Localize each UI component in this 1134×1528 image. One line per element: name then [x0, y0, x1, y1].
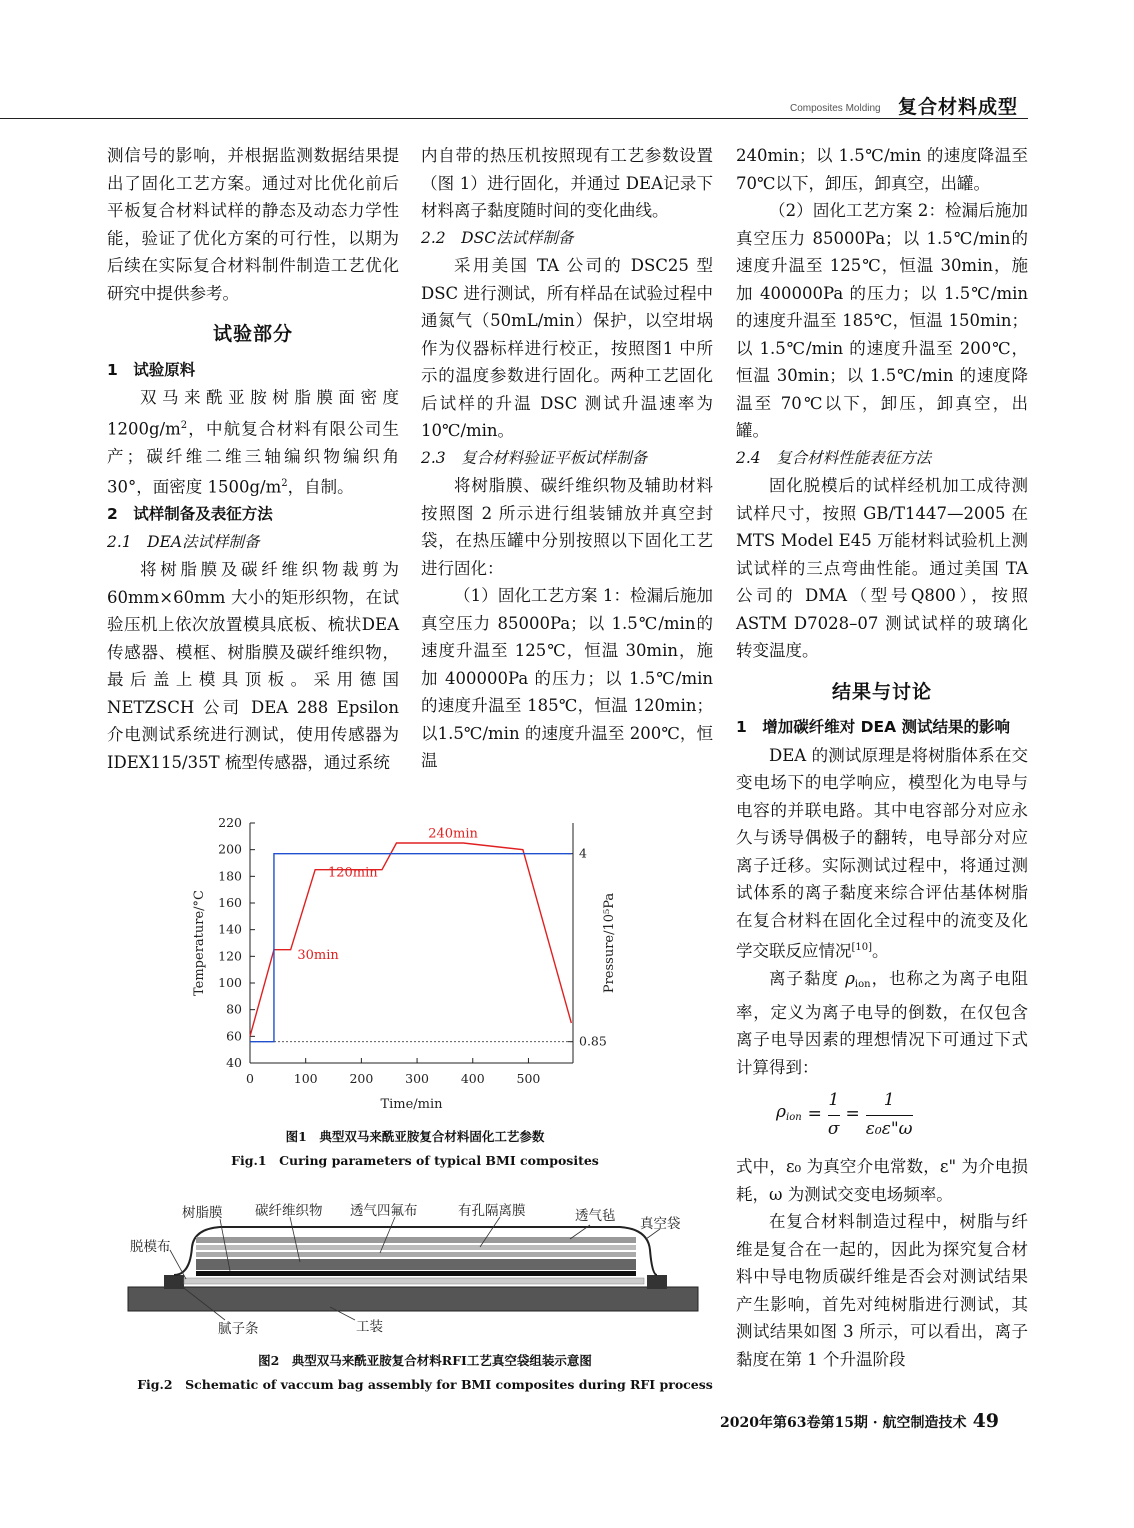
x-tick-label: 500: [516, 1071, 541, 1086]
y2-axis-label: Pressure/10⁵Pa: [602, 892, 617, 994]
paragraph: 测信号的影响，并根据监测数据结果提出了固化工艺方案。通过对比优化前后平板复合材料试样的静态及动态力学性能，验证了优化方案的可行性，以期为后续在实际复合材料制件制造工艺优化研究中提供参考。: [107, 146, 399, 303]
paragraph-ion-viscosity: 离子黏度 $\rho_{ion}$，也称之为离子电阻率，定义为离子电导的倒数，在仅包含离子电导因素的理想情况下可通过下式计算得到：: [736, 969, 1028, 1077]
journal-name-en: Composites Molding: [790, 103, 881, 114]
annotation-hold-time: 120min: [327, 865, 378, 881]
label-tooling: 工装: [356, 1319, 383, 1335]
heading-materials: 1 试验原料: [107, 360, 196, 379]
paragraph-dsc: 采用美国 TA 公司的 DSC25 型DSC 进行测试，所有样品在试验过程中通氮气（50mL/min）保护，以空坩埚作为仪器标样进行校正，按照图1 中所示的温度参数进行固化。两种工艺固化后试样的升温 DSC 测试升温速率为 10℃/min。: [421, 256, 713, 440]
paragraph-dea-principle: DEA 的测试原理是将树脂体系在交变电场下的电学响应，模型化为电导与电容的并联电路。其中电容部分对应永久与诱导偶极子的翻转，电导部分对应离子迁移。实际测试过程中，将通过测试体系的离子黏度来综合评估基体树脂在复合材料在固化全过程中的流变及化学交联反应情况[10]。: [736, 745, 1028, 961]
y2-tick-label: 4: [579, 845, 587, 861]
column-1: [107, 142, 399, 776]
x-tick-label: 300: [405, 1071, 429, 1086]
column-2: [421, 142, 713, 775]
x-tick-label: 400: [460, 1071, 485, 1086]
y2-tick-label: 0.85: [579, 1033, 607, 1049]
series-temperature-line: [250, 843, 571, 1036]
x-tick-label: 100: [293, 1071, 318, 1086]
label-vacuum-bag: 真空袋: [640, 1216, 681, 1232]
curing-parameters-chart: [185, 812, 625, 1117]
paragraph-resin-test: 在复合材料制造过程中，树脂与纤维是复合在一起的，因此为探究复合材料中导电物质碳纤维是否会对测试结果产生影响，首先对纯树脂进行测试，其测试结果如图 3 所示，可以看出，离子黏度在第 1 个升温阶段: [736, 1212, 1028, 1369]
breather-layer: [196, 1237, 636, 1243]
label-carbon-fabric: 碳纤维织物: [255, 1203, 323, 1219]
heading-carbon-fiber-effect: 1 增加碳纤维对 DEA 测试结果的影响: [736, 718, 1011, 736]
heading-sample-prep: 2 试样制备及表征方法: [107, 505, 273, 523]
heading-characterization: 2.4 复合材料性能表征方法: [736, 448, 932, 467]
column-3: [736, 142, 1028, 1373]
journal-name-cn: 复合材料成型: [898, 96, 1019, 118]
heading-dsc-prep: 2.2 DSC法试样制备: [421, 228, 574, 247]
paragraph: 内自带的热压机按照现有工艺参数设置（图 1）进行固化，并通过 DEA记录下材料离子黏度随时间的变化曲线。: [421, 146, 713, 220]
paragraph-symbols: 式中，ε₀ 为真空介电常数，ε" 为介电损耗，ω 为测试交变电场频率。: [736, 1157, 1028, 1204]
x-axis-label: Time/min: [380, 1097, 443, 1112]
paragraph-materials: 双马来酰亚胺树脂膜面密度$1200g/m^2$，中航复合材料有限公司生产；碳纤维二维三轴编织物编织角 30°，面密度 $1500g/m^2$，自制。: [107, 388, 399, 497]
figure-2-caption: [120, 1351, 730, 1393]
header-rule: [0, 118, 1028, 119]
paragraph-characterization: 固化脱模后的试样经机加工成待测试样尺寸，按照 GB/T1447—2005 在 MTS Model E45 万能材料试验机上测试试样的三点弯曲性能。通过美国 TA 公司的 DMA（型号Q800），按照 ASTM D7028–07 测试试样的玻璃化转变温度。: [736, 476, 1028, 660]
y-tick-label: 140: [218, 921, 242, 937]
label-perforated-film: 有孔隔离膜: [458, 1203, 526, 1219]
paragraph-plate: 将树脂膜、碳纤维织物及辅助材料按照图 2 所示进行组装铺放并真空封袋，在热压罐中分别按照以下固化工艺进行固化：: [421, 476, 713, 578]
putty-left: [164, 1275, 184, 1289]
heading-dea-prep: 2.1 DEA法试样制备: [107, 532, 260, 551]
equation: $\rho_{ion}$ = $\frac{1}{\sigma}$ = $\frac{1}{\text{ε₀ε"ω}}$: [776, 1090, 913, 1139]
x-tick-label: 200: [349, 1071, 374, 1086]
figure-1-caption-en: Fig.1 Curing parameters of typical BMI composites: [231, 1153, 599, 1168]
paragraph: 240min；以 1.5℃/min 的速度降温至70℃以下，卸压，卸真空，出罐。: [736, 146, 1028, 193]
label-release-cloth: 脱模布: [130, 1239, 171, 1255]
heading-plate-prep: 2.3 复合材料验证平板试样制备: [421, 448, 648, 467]
y-tick-label: 100: [218, 975, 242, 990]
y-tick-label: 120: [218, 948, 242, 964]
label-breather: 透气毡: [575, 1208, 616, 1224]
issue-info: 2020年第63卷第15期 · 航空制造技术: [720, 1415, 967, 1431]
figure-2-caption-cn: 图2 典型双马来酰亚胺复合材料RFI工艺真空袋组装示意图: [258, 1353, 592, 1368]
carbon-fabric: [196, 1259, 636, 1270]
paragraph-scheme-1: （1）固化工艺方案 1：检漏后施加真空压力 85000Pa；以 1.5℃/min的速度升温至 125℃，恒温 30min，施加 400000Pa 的压力；以 1.5℃/min 的速度升温至 185℃，恒温 120min；以1.5℃/min 的速度升温至 200℃，恒温: [421, 586, 713, 770]
figure-1-caption: [170, 1127, 660, 1169]
paragraph-scheme-2: （2）固化工艺方案 2：检漏后施加真空压力 85000Pa；以 1.5℃/min的速度升温至 125℃，恒温 30min，施加 400000Pa 的压力；以 1.5℃/min的速度升温至 185℃，恒温 150min；以 1.5℃/min 的速度升温至 200℃，恒温 30min；以 1.5℃/min 的速度降温至 70℃以下，卸压，卸真空，出罐。: [736, 201, 1028, 440]
y-tick-label: 40: [226, 1055, 242, 1070]
y-tick-label: 80: [226, 1001, 242, 1017]
ptfe-cloth: [196, 1252, 636, 1257]
y-tick-label: 200: [218, 841, 242, 857]
release-cloth: [184, 1278, 644, 1284]
label-resin-film: 树脂膜: [182, 1205, 223, 1221]
vacuum-bag-schematic: [120, 1195, 710, 1345]
y-tick-label: 60: [226, 1028, 242, 1044]
paragraph-dea: 将树脂膜及碳纤维织物裁剪为60mm×60mm 大小的矩形织物，在试验压机上依次放置模具底板、梳状DEA 传感器、模框、树脂膜及碳纤维织物，最后盖上模具顶板。采用德国NETZSCH 公司 DEA 288 Epsilon 介电测试系统进行测试，使用传感器为IDEX115/35T 梳型传感器，通过系统: [107, 560, 399, 772]
annotation-hold-time: 30min: [297, 948, 339, 963]
resin-film: [196, 1271, 636, 1276]
y-tick-label: 220: [218, 815, 242, 830]
section-title-experiment: 试验部分: [212, 323, 293, 345]
figure-2-caption-en: Fig.2 Schematic of vaccum bag assembly for BMI composites during RFI process: [137, 1377, 713, 1392]
running-header: [0, 0, 1134, 125]
label-ptfe-cloth: 透气四氟布: [350, 1203, 418, 1219]
y-axis-label: Temperature/°C: [192, 890, 207, 996]
section-title-results: 结果与讨论: [831, 680, 932, 703]
page-footer: [720, 1410, 999, 1432]
x-tick-label: 0: [246, 1071, 254, 1086]
page-number: 49: [972, 1410, 1000, 1432]
citation: [10]: [851, 942, 873, 953]
y-tick-label: 180: [218, 868, 242, 884]
tooling-plate: [128, 1287, 698, 1311]
label-putty: 腻子条: [218, 1321, 259, 1337]
y-tick-label: 160: [218, 895, 242, 910]
figure-1-caption-cn: 图1 典型双马来酰亚胺复合材料固化工艺参数: [285, 1129, 545, 1144]
perforated-film: [196, 1245, 636, 1250]
annotation-hold-time: 240min: [428, 826, 478, 842]
putty-right: [647, 1275, 667, 1289]
